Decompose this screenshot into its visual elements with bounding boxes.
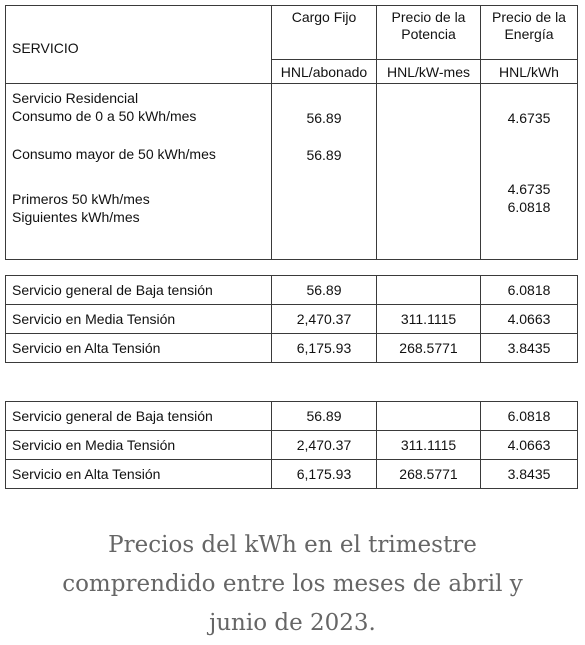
- energy-price-value: 4.0663: [481, 431, 578, 460]
- fixed-charge-0-50: 56.89: [306, 110, 342, 126]
- fixed-charge-header-cell: [272, 6, 377, 60]
- energy-price-unit: HNL/kWh: [481, 60, 578, 84]
- table-row: [6, 305, 578, 334]
- service-label: Servicio en Media Tensión: [6, 431, 272, 460]
- power-price-value: 268.5771: [377, 460, 481, 489]
- energy-price-header-cell: [481, 6, 578, 60]
- fixed-charge-value: 6,175.93: [272, 460, 377, 489]
- caption-line-1: Precios del kWh en el trimestre: [108, 532, 477, 558]
- power-price-value: 311.1115: [377, 305, 481, 334]
- caption: [0, 526, 585, 643]
- table-row: [6, 334, 578, 363]
- energy-price-value: 3.8435: [481, 334, 578, 363]
- table-row: [6, 402, 578, 431]
- service-label: Servicio en Media Tensión: [6, 305, 272, 334]
- header-row: [6, 6, 578, 60]
- power-price-header-line2: Potencia: [401, 26, 456, 42]
- consumption-0-50-label: Consumo de 0 a 50 kWh/mes: [12, 108, 197, 124]
- energy-price-first-50: 4.6735: [507, 181, 551, 197]
- energy-price-value: 3.8435: [481, 460, 578, 489]
- caption-line-2: comprendido entre los meses de abril y: [62, 571, 523, 597]
- power-price-value: [377, 276, 481, 305]
- power-price-unit: HNL/kW-mes: [377, 60, 481, 84]
- service-label: Servicio general de Baja tensión: [6, 402, 272, 431]
- energy-price-value: 6.0818: [481, 276, 578, 305]
- service-header: SERVICIO: [12, 39, 79, 56]
- fixed-charge-value: 56.89: [272, 276, 377, 305]
- residential-labels-cell: [6, 84, 272, 260]
- commercial-tariff-table-1: [5, 275, 578, 363]
- fixed-charge-over-50: 56.89: [306, 147, 342, 163]
- service-label: Servicio en Alta Tensión: [6, 334, 272, 363]
- table-row: [6, 276, 578, 305]
- consumption-over-50-label: Consumo mayor de 50 kWh/mes: [12, 146, 216, 162]
- fixed-charge-header: Cargo Fijo: [291, 9, 357, 25]
- residential-body-row: [6, 84, 578, 260]
- residential-fixed-cell: [272, 84, 377, 260]
- energy-price-header-line2: Energía: [504, 26, 554, 42]
- table-row: [6, 431, 578, 460]
- power-price-value: [377, 402, 481, 431]
- fixed-charge-value: 2,470.37: [272, 431, 377, 460]
- service-header-cell: [6, 6, 272, 84]
- table-row: [6, 460, 578, 489]
- fixed-charge-value: 6,175.93: [272, 334, 377, 363]
- power-price-value: 311.1115: [377, 431, 481, 460]
- energy-price-value: 4.0663: [481, 305, 578, 334]
- commercial-tariff-table-2: [5, 401, 578, 489]
- fixed-charge-unit: HNL/abonado: [272, 60, 377, 84]
- residential-title: Servicio Residencial: [12, 90, 139, 106]
- power-price-value: 268.5771: [377, 334, 481, 363]
- following-kwh-label: Siguientes kWh/mes: [12, 209, 140, 225]
- power-price-header-line1: Precio de la: [391, 9, 466, 25]
- residential-power-cell: [377, 84, 481, 260]
- energy-price-0-50: 4.6735: [507, 110, 551, 126]
- energy-price-value: 6.0818: [481, 402, 578, 431]
- service-label: Servicio en Alta Tensión: [6, 460, 272, 489]
- residential-energy-cell: [481, 84, 578, 260]
- energy-price-following: 6.0818: [507, 199, 551, 215]
- power-price-header-cell: [377, 6, 481, 60]
- fixed-charge-value: 56.89: [272, 402, 377, 431]
- fixed-charge-value: 2,470.37: [272, 305, 377, 334]
- service-label: Servicio general de Baja tensión: [6, 276, 272, 305]
- energy-price-header-line1: Precio de la: [492, 9, 566, 25]
- first-50-kwh-label: Primeros 50 kWh/mes: [12, 191, 150, 207]
- caption-line-3: junio de 2023.: [209, 610, 376, 636]
- residential-tariff-table: [5, 5, 578, 260]
